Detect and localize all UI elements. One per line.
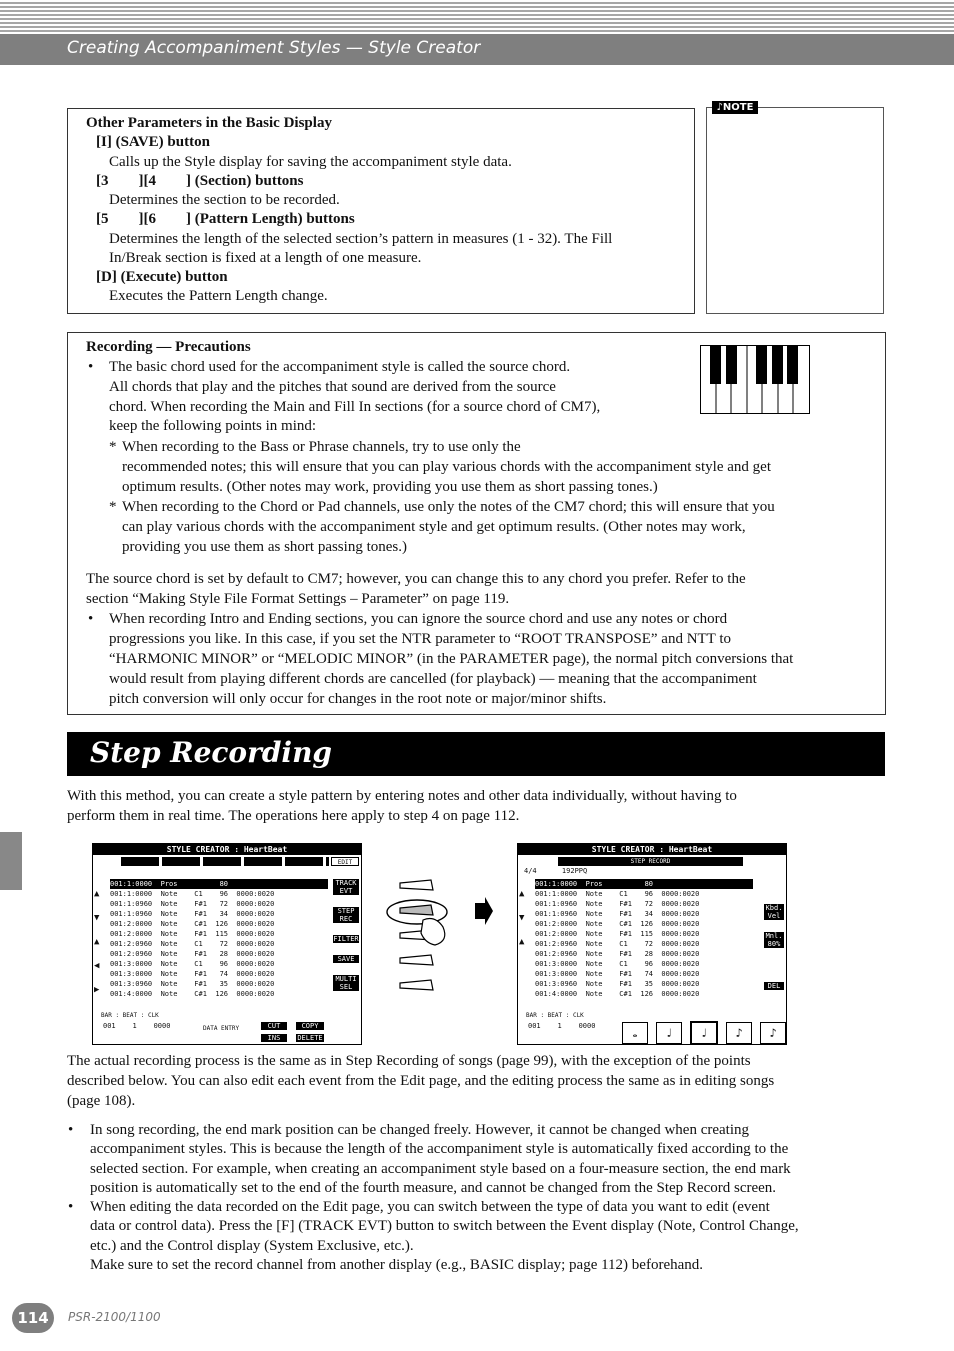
other-params-heading: Other Parameters in the Basic Display <box>86 115 332 131</box>
lcd-subtitle: STEP RECORD <box>558 857 743 866</box>
lcd-title: STYLE CREATOR : HeartBeat <box>93 844 361 855</box>
body-text: position is automatically set to the end of the fourth measure, and cannot be changed from the Step Record screen. <box>90 1180 777 1196</box>
execute-button-label: [D] (Execute) button <box>96 269 228 285</box>
intro-text: With this method, you can create a style pattern by entering notes and other data individually, without having to <box>67 788 737 804</box>
half-note-icon[interactable]: ♩ <box>656 1022 682 1044</box>
lcd-event-row[interactable]: 001:3:0000 Note F#1 74 0000:0020 <box>535 970 700 978</box>
note-tag-label: NOTE <box>722 102 754 113</box>
whole-note-icon[interactable]: 𝅝 <box>622 1022 648 1044</box>
lcd-event-row[interactable]: 001:2:0000 Note C#1 126 0000:0020 <box>110 920 275 928</box>
lcd-side-markers: ▲ ▼ ▲ ◀ ▶ <box>94 889 100 995</box>
page-number: 114 <box>12 1303 54 1333</box>
body-text: data or control data). Press the [F] (TRACK EVT) button to switch between the Event display (Note, Control Change, <box>90 1218 799 1234</box>
lcd-event-row[interactable]: 001:2:0960 Note F#1 28 0000:0020 <box>110 950 275 958</box>
lcd-title: STYLE CREATOR : HeartBeat <box>518 844 786 855</box>
header-title: Creating Accompaniment Styles — Style Creator <box>67 38 481 58</box>
execute-button-desc: Executes the Pattern Length change. <box>109 288 328 304</box>
star: * <box>109 499 117 515</box>
pattern-length-desc-2: In/Break section is fixed at a length of one measure. <box>109 250 422 266</box>
lcd-event-row[interactable]: 001:1:0960 Note F#1 34 0000:0020 <box>535 910 700 918</box>
body-text: (page 108). <box>67 1093 136 1109</box>
del-button[interactable]: DEL <box>764 982 784 990</box>
note-tag <box>712 101 758 114</box>
lcd-bar-label: BAR : BEAT : CLK <box>101 1012 159 1019</box>
pattern-length-desc-1: Determines the length of the selected section’s pattern in measures (1 - 32). The Fill <box>109 231 613 247</box>
quarter-note-icon[interactable]: ♩ <box>690 1021 718 1045</box>
precaution-text: progressions you like. In this case, if you set the NTR parameter to “ROOT TRANSPOSE” and NTT to <box>109 631 731 647</box>
lcd-event-row[interactable]: 001:1:0000 Note C1 96 0000:0020 <box>110 890 275 898</box>
precaution-text: would result from playing different chords are cancelled (for playback) — meaning that the accompaniment <box>109 671 757 687</box>
lcd-event-row[interactable]: 001:3:0960 Note F#1 35 0000:0020 <box>535 980 700 988</box>
precautions-heading: Recording — Precautions <box>86 339 251 355</box>
lcd-edit-screen <box>92 843 362 1045</box>
lcd-step-record-screen <box>517 843 787 1045</box>
lcd-event-row[interactable]: 001:3:0000 Note C1 96 0000:0020 <box>535 960 700 968</box>
section-buttons-desc: Determines the section to be recorded. <box>109 192 340 208</box>
step-rec-button[interactable]: STEP REC <box>333 907 359 923</box>
precaution-text: pitch conversion will only occur for changes in the root note or major/minor shifts. <box>109 691 607 707</box>
lcd-event-row[interactable]: 001:4:0000 Note C#1 126 0000:0020 <box>535 990 700 998</box>
body-text: etc.) and the Control display (System Exclusive, etc.). <box>90 1238 414 1254</box>
body-text: selected section. For example, when creating an accompaniment style based on a four-measure section, the end mark <box>90 1161 791 1177</box>
lcd-event-row[interactable]: 001:2:0000 Note C#1 126 0000:0020 <box>535 920 700 928</box>
eighth-note-icon[interactable]: ♪ <box>726 1022 752 1044</box>
lcd-event-row[interactable]: 001:3:0000 Note F#1 74 0000:0020 <box>110 970 275 978</box>
lcd-event-row[interactable]: 001:1:0000 Note C1 96 0000:0020 <box>535 890 700 898</box>
bullet: • <box>88 611 94 627</box>
body-text: When editing the data recorded on the Edit page, you can switch between the type of data you want to edit (event <box>90 1199 770 1215</box>
lcd-event-row[interactable]: 001:2:0000 Note F#1 115 0000:0020 <box>110 930 275 938</box>
bullet: • <box>68 1199 74 1215</box>
body-text: The actual recording process is the same as in Step Recording of songs (page 99), with the exception of the points <box>67 1053 751 1069</box>
keyboard-diagram <box>700 345 810 415</box>
lcd-bar-value: 001 1 0000 <box>528 1022 596 1030</box>
lcd-event-row[interactable]: 001:2:0960 Note C1 72 0000:0020 <box>535 940 700 948</box>
copy-button[interactable]: COPY <box>296 1022 324 1030</box>
delete-button[interactable]: DELETE <box>297 1034 323 1042</box>
cut-button[interactable]: CUT <box>261 1022 287 1030</box>
section-title: Step Recording <box>90 736 333 769</box>
precaution-text: section “Making Style File Format Settings – Parameter” on page 119. <box>86 591 510 607</box>
bullet: • <box>88 359 94 375</box>
pattern-length-label: [5 ][6 ] (Pattern Length) buttons <box>96 211 355 227</box>
side-tab <box>0 832 22 890</box>
precaution-text: When recording to the Bass or Phrase channels, try to use only the <box>122 439 521 455</box>
sixteenth-note-icon[interactable]: ♪ <box>760 1022 786 1044</box>
precaution-text: providing you use them as short passing tones.) <box>122 539 407 555</box>
lcd-side-markers: ▲ ▼ ▲ <box>519 889 525 947</box>
precaution-text: When recording to the Chord or Pad channels, use only the notes of the CM7 chord; this will ensure that you <box>122 499 775 515</box>
save-button-desc: Calls up the Style display for saving the accompaniment style data. <box>109 154 512 170</box>
model-name: PSR-2100/1100 <box>68 1310 161 1324</box>
note-box <box>706 107 884 314</box>
precaution-text: All chords that play and the pitches that sound are derived from the source <box>109 379 556 395</box>
precaution-text: optimum results. (Other notes may work, providing you use them as short passing tones.) <box>122 479 658 495</box>
precaution-text: can play various chords with the accompaniment style and get optimum results. (Other notes may work, <box>122 519 746 535</box>
ins-button[interactable]: INS <box>261 1034 287 1042</box>
body-text: In song recording, the end mark position can be changed freely. However, it cannot be changed when creating <box>90 1122 750 1138</box>
lcd-meta: 4/4 192PPQ <box>524 867 588 875</box>
section-buttons-label: [3 ][4 ] (Section) buttons <box>96 173 304 189</box>
lcd-event-row[interactable]: 001:2:0000 Note F#1 115 0000:0020 <box>535 930 700 938</box>
lcd-event-row[interactable]: 001:2:0960 Note F#1 28 0000:0020 <box>535 950 700 958</box>
kbd-vel-button[interactable]: Kbd. Vel <box>765 904 783 920</box>
lcd-event-row[interactable]: 001:1:0960 Note F#1 72 0000:0020 <box>535 900 700 908</box>
intro-text: perform them in real time. The operations here apply to step 4 on page 112. <box>67 808 520 824</box>
lcd-tab-edit: EDIT <box>331 857 359 866</box>
body-text: accompaniment styles. This is because the length of the accompaniment style is automatically fixed according to the <box>90 1141 789 1157</box>
lcd-event-row[interactable]: 001:3:0000 Note C1 96 0000:0020 <box>110 960 275 968</box>
lcd-event-row[interactable]: 001:2:0960 Note C1 72 0000:0020 <box>110 940 275 948</box>
precaution-text: When recording Intro and Ending sections, you can ignore the source chord and use any notes or chord <box>109 611 728 627</box>
save-button[interactable]: SAVE <box>333 955 359 963</box>
star: * <box>109 439 117 455</box>
lcd-event-row[interactable]: 001:3:0960 Note F#1 35 0000:0020 <box>110 980 275 988</box>
lcd-tabs <box>121 857 329 866</box>
lcd-right-buttons <box>333 879 359 991</box>
lcd-event-row[interactable]: 001:4:0000 Note C#1 126 0000:0020 <box>110 990 275 998</box>
body-text: described below. You can also edit each event from the Edit page, and the editing process the same as in editing songs <box>67 1073 775 1089</box>
body-text: Make sure to set the record channel from another display (e.g., BASIC display; page 112) beforehand. <box>90 1257 704 1273</box>
lcd-event-row[interactable]: 001:1:0960 Note F#1 72 0000:0020 <box>110 900 275 908</box>
bullet: • <box>68 1122 74 1138</box>
lcd-data-entry: DATA ENTRY <box>203 1025 240 1032</box>
lcd-event-row[interactable]: 001:1:0960 Note F#1 34 0000:0020 <box>110 910 275 918</box>
panel-buttons-illustration <box>363 875 493 995</box>
precaution-text: The basic chord used for the accompaniment style is called the source chord. <box>109 359 571 375</box>
precaution-text: chord. When recording the Main and Fill In sections (for a source chord of CM7), <box>109 399 601 415</box>
lcd-event-row[interactable]: 001:1:0000 Pros 80 <box>535 879 753 889</box>
filter-button[interactable]: FILTER <box>333 935 359 943</box>
precaution-text: recommended notes; this will ensure that you can play various chords with the accompaniment style and get <box>122 459 771 475</box>
lcd-bar-value: 001 1 0000 <box>103 1022 171 1030</box>
header-stripes <box>0 0 954 34</box>
save-button-label: [I] (SAVE) button <box>96 134 210 150</box>
precaution-text: The source chord is set by default to CM7; however, you can change this to any chord you prefer. Refer to the <box>86 571 746 587</box>
precaution-text: “HARMONIC MINOR” or “MELODIC MINOR” (in the PARAMETER page), the normal pitch conversions that <box>109 651 794 667</box>
note-length-buttons <box>622 1021 786 1045</box>
precaution-text: keep the following points in mind: <box>109 418 317 434</box>
track-evt-button[interactable]: TRACK EVT <box>333 879 359 895</box>
lcd-bar-label: BAR : BEAT : CLK <box>526 1012 584 1019</box>
mnl-button[interactable]: Mnl. 80% <box>765 932 783 948</box>
note-icon: ♪ <box>716 102 723 113</box>
multi-sel-button[interactable]: MULTI SEL <box>333 975 359 991</box>
lcd-event-row[interactable]: 001:1:0000 Pros 80 <box>110 879 328 889</box>
